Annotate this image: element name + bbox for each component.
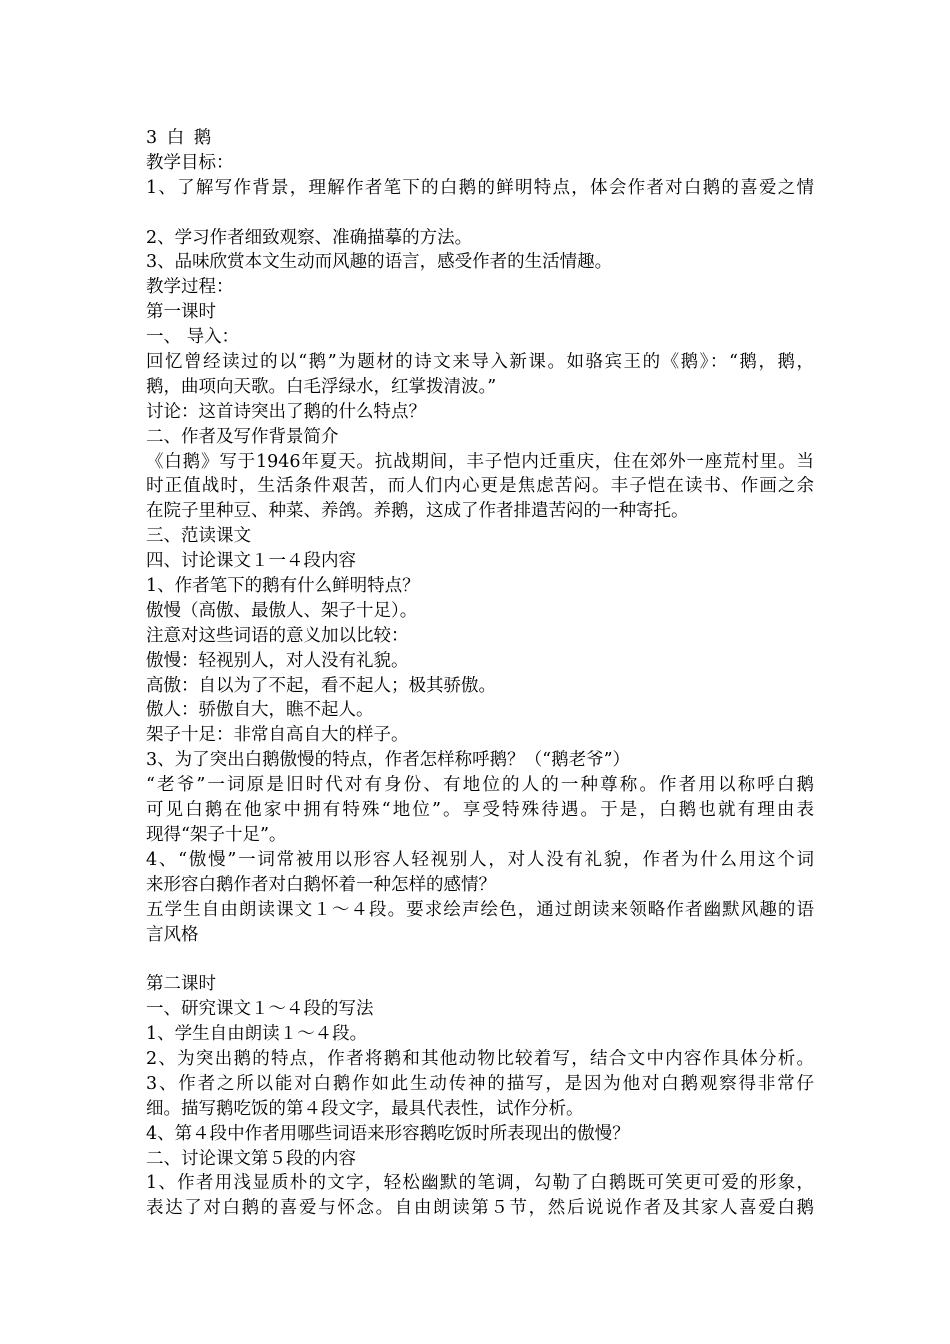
list-item: 细。描写鹅吃饭的第４段文字，最具代表性，试作分析。 <box>146 1098 584 1119</box>
list-item: 1、学生自由朗读１～４段。 <box>146 1024 368 1045</box>
paragraph-line: 五学生自由朗读课文１～４段。要求绘声绘色，通过朗读来领略作者幽默风趣的语 <box>146 899 814 920</box>
lesson-title: 3 白 鹅 <box>146 128 214 148</box>
paragraph-line: 回忆曾经读过的以“鹅”为题材的诗文来导入新课。如骆宾王的《鹅》：“鹅，鹅， <box>146 352 814 373</box>
paragraph-line: 鹅，曲项向天歌。白毛浮绿水，红掌拨清波。” <box>146 376 497 397</box>
paragraph-line: 表达了对白鹅的喜爱与怀念。自由朗读第５节，然后说说作者及其家人喜爱白鹅 <box>146 1198 814 1219</box>
paragraph-line: 《白鹅》写于1946年夏天。抗战期间，丰子恺内迁重庆，住在郊外一座荒村里。当 <box>146 451 814 472</box>
list-item: 4、第４段中作者用哪些词语来形容鹅吃饭时所表现出的傲慢？ <box>146 1123 630 1144</box>
lesson2-heading: 第二课时 <box>146 974 216 995</box>
blank-line <box>146 201 814 226</box>
paragraph-line: 时正值战时，生活条件艰苦，而人们内心更是焦虑苦闷。丰子恺在读书、作画之余 <box>146 476 814 497</box>
paragraph-line: 现得“架子十足”。 <box>146 824 287 845</box>
discussion-question: 讨论：这首诗突出了鹅的什么特点？ <box>146 401 426 422</box>
question-item: 3、为了突出白鹅傲慢的特点，作者怎样称呼鹅？（“鹅老爷”） <box>146 750 631 771</box>
paragraph-line: 可见白鹅在他家中拥有特殊“地位”。享受特殊待遇。于是，白鹅也就有理由表 <box>146 800 814 821</box>
list-item: 3、作者之所以能对白鹅作如此生动传神的描写，是因为他对白鹅观察得非常仔 <box>146 1073 814 1094</box>
section-reading-heading: 三、范读课文 <box>146 526 251 547</box>
word-definition: 傲慢：轻视别人，对人没有礼貌。 <box>146 650 409 671</box>
answer-line: 傲慢（高傲、最傲人、架子十足）。 <box>146 600 418 621</box>
process-heading: 教学过程： <box>146 277 234 298</box>
section-discussion-heading: 四、讨论课文１一４段内容 <box>146 551 356 572</box>
word-definition: 傲人：骄傲自大，瞧不起人。 <box>146 700 374 721</box>
word-definition: 高傲：自以为了不起，看不起人；极其骄傲。 <box>146 675 496 696</box>
section-intro-heading: 一、 导入： <box>146 327 240 348</box>
question-item: 4、“傲慢”一词常被用以形容人轻视别人，对人没有礼貌，作者为什么用这个词 <box>146 849 814 870</box>
question-item: 1、作者笔下的鹅有什么鲜明特点？ <box>146 576 420 597</box>
section-background-heading: 二、作者及写作背景简介 <box>146 426 339 447</box>
objectives-heading: 教学目标： <box>146 152 234 173</box>
objective-item-2: 2、学习作者细致观察、准确描摹的方法。 <box>146 227 473 248</box>
document-page <box>146 126 814 1221</box>
lesson1-heading: 第一课时 <box>146 302 216 323</box>
section-paragraph5-heading: 二、讨论课文第５段的内容 <box>146 1148 356 1169</box>
paragraph-line: “老爷”一词原是旧时代对有身份、有地位的人的一种尊称。作者用以称呼白鹅 <box>146 775 814 796</box>
objective-item-1: 1、了解写作背景，理解作者笔下的白鹅的鲜明特点，体会作者对白鹅的喜爱之情 <box>146 177 814 198</box>
question-item: 来形容白鹅作者对白鹅怀着一种怎样的感情？ <box>146 874 496 895</box>
paragraph-line: 在院子里种豆、种菜、养鸽。养鹅，这成了作者排遣苦闷的一种寄托。 <box>146 501 689 522</box>
note-line: 注意对这些词语的意义加以比较： <box>146 625 409 646</box>
objective-item-3: 3、品味欣赏本文生动而风趣的语言，感受作者的生活情趣。 <box>146 252 613 273</box>
paragraph-line: 言风格 <box>146 924 199 945</box>
blank-line <box>146 947 814 972</box>
section-writing-heading: 一、研究课文１～４段的写法 <box>146 999 374 1020</box>
word-definition: 架子十足：非常自高自大的样子。 <box>146 725 409 746</box>
list-item: 2、为突出鹅的特点，作者将鹅和其他动物比较着写，结合文中内容作具体分析。 <box>146 1048 814 1069</box>
paragraph-line: 1、作者用浅显质朴的文字，轻松幽默的笔调，勾勒了白鹅既可笑更可爱的形象， <box>146 1173 814 1194</box>
